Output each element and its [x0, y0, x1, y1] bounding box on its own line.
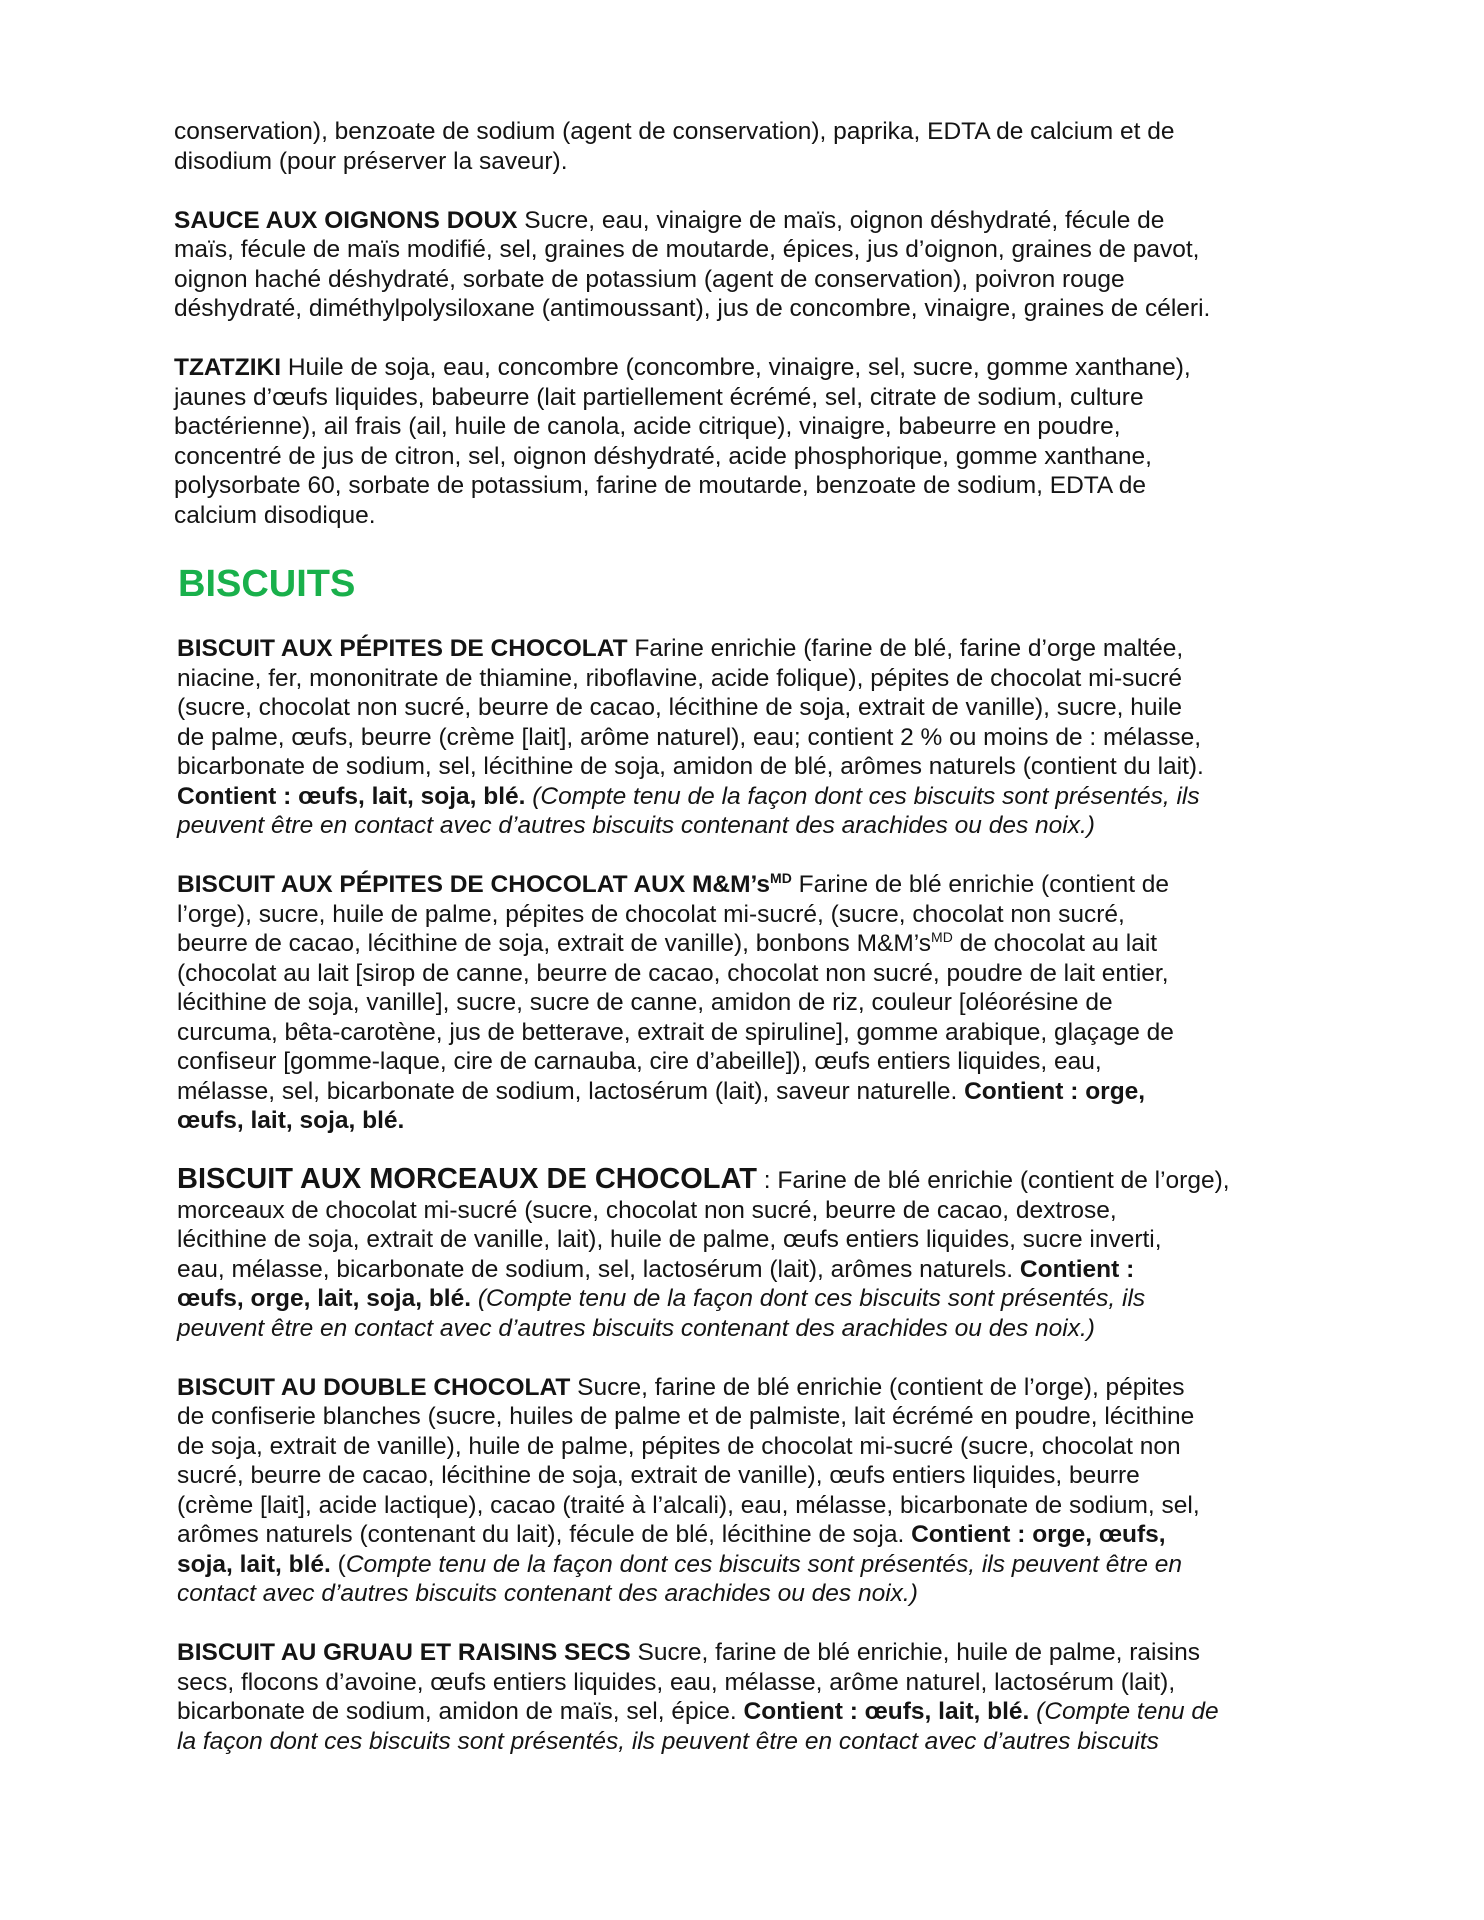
biscuit-pepites-chocolat — [177, 634, 1334, 841]
biscuit-morceaux-chocolat — [177, 1165, 1334, 1343]
cross-contact-note: (Compte tenu de la façon dont ces biscuits sont présentés, ils peuvent être en contact avec d’autres biscuits — [177, 1698, 1219, 1755]
product-name: BISCUIT AUX PÉPITES DE CHOCOLAT — [177, 635, 628, 662]
section-heading-biscuits: BISCUITS — [178, 563, 356, 605]
allergen-statement: Contient : œufs, lait, blé. — [743, 1698, 1030, 1725]
cross-contact-note: (Compte tenu de la façon dont ces biscuits sont présentés, ils peuvent être en contact avec d’autres biscuits contenant des arachides ou des noix.) — [177, 1285, 1146, 1342]
allergen-statement: Contient : œufs, lait, soja, blé. — [177, 782, 526, 810]
product-name: BISCUIT AU DOUBLE CHOCOLAT — [177, 1373, 571, 1401]
document-page — [174, 117, 1334, 1786]
product-name: BISCUIT AU GRUAU ET RAISINS SECS — [177, 1639, 631, 1666]
continued-text: conservation), benzoate de sodium (agent de conservation), paprika, EDTA de calcium et de disodium (pour préserver la saveur). — [174, 118, 1175, 175]
sauce-tzatziki — [174, 353, 1334, 530]
product-name: TZATZIKI — [174, 354, 282, 381]
allergen-statement: Contient : œufs, orge, lait, soja, blé. — [177, 1255, 1135, 1312]
open-paren: ( — [330, 1550, 346, 1578]
product-name: BISCUIT AUX PÉPITES DE CHOCOLAT AUX M&M’s — [177, 871, 771, 898]
biscuit-mm — [177, 870, 1334, 1136]
trademark-mark: MD — [931, 929, 953, 945]
product-name: BISCUIT AUX MORCEAUX DE CHOCOLAT — [177, 1163, 757, 1195]
ingredients-text: de chocolat au lait (chocolat au lait [sirop de canne, beurre de cacao, chocolat non sucré, poudre de lait entier, lécithine de soja, vanille], sucre, sucre de canne, amidon de riz, couleur [oléorésine de curcuma, bêta-carotène, jus de betterave, extrait de spiruline], gomme arabique, glaçage de confiseur [gomme-laque, cire de carnauba, cire d’abeille]), œufs entiers liquides, eau, mélasse, sel, bicarbonate de sodium, lactosérum (lait), saveur naturelle. — [177, 930, 1174, 1105]
trademark-mark: MD — [770, 870, 792, 886]
ingredients-text: Sucre, farine de blé enrichie (contient de l’orge), pépites de confiserie blanches (sucre, huiles de palme et de palmiste, lait écrémé en poudre, lécithine de soja, extrait de vanille), huile de palme, pépites de chocolat mi-sucré (sucre, chocolat non sucré, beurre de cacao, lécithine de soja, extrait de vanille), œufs entiers liquides, beurre (crème [lait], acide lactique), cacao (traité à l’alcali), eau, mélasse, bicarbonate de sodium, sel, arômes naturels (contenant du lait), fécule de blé, lécithine de soja. — [177, 1373, 1200, 1548]
ingredients-text: Farine enrichie (farine de blé, farine d’orge maltée, niacine, fer, mononitrate de thiamine, riboflavine, acide folique), pépites de chocolat mi-sucré (sucre, chocolat non sucré, beurre de cacao, lécithine de soja, extrait de vanille), sucre, huile de palme, œufs, beurre (crème [lait], arôme naturel), eau; contient 2 % ou moins de : mélasse, bicarbonate de sodium, sel, lécithine de soja, amidon de blé, arômes naturels (contient du lait). — [177, 635, 1204, 780]
ingredients-text: : Farine de blé enrichie (contient de l’orge), morceaux de chocolat mi-sucré (sucre, chocolat non sucré, beurre de cacao, dextrose, lécithine de soja, extrait de vanille, lait), huile de palme, œufs entiers liquides, sucre inverti, eau, mélasse, bicarbonate de sodium, sel, lactosérum (lait), arômes naturels. — [177, 1167, 1230, 1283]
ingredients-text: Sucre, farine de blé enrichie, huile de palme, raisins secs, flocons d’avoine, œufs entiers liquides, eau, mélasse, arôme naturel, lactosérum (lait), bicarbonate de sodium, amidon de maïs, sel, épice. — [177, 1639, 1201, 1725]
ingredients-text: Sucre, eau, vinaigre de maïs, oignon déshydraté, fécule de maïs, fécule de maïs modifié, sel, graines de moutarde, épices, jus d’oignon, graines de pavot, oignon haché déshydraté, sorbate de potassium (agent de conservation), poivron rouge déshydraté, diméthylpolysiloxane (antimoussant), jus de concombre, vinaigre, graines de céleri. — [174, 206, 1211, 322]
continued-paragraph — [174, 117, 1334, 176]
allergen-statement: Contient : orge, œufs, lait, soja, blé. — [177, 1077, 1146, 1134]
ingredients-text: Farine de blé enrichie (contient de l’orge), sucre, huile de palme, pépites de chocolat mi-sucré, (sucre, chocolat non sucré, beurre de cacao, lécithine de soja, extrait de vanille), bonbons M&M’s — [177, 871, 1170, 957]
ingredients-text: Huile de soja, eau, concombre (concombre, vinaigre, sel, sucre, gomme xanthane), jaunes d’œufs liquides, babeurre (lait partiellement écrémé, sel, citrate de sodium, culture bactérienne), ail frais (ail, huile de canola, acide citrique), vinaigre, babeurre en poudre, concentré de jus de citron, sel, oignon déshydraté, acide phosphorique, gomme xanthane, polysorbate 60, sorbate de potassium, farine de moutarde, benzoate de sodium, EDTA de calcium disodique. — [174, 354, 1191, 529]
cross-contact-note: (Compte tenu de la façon dont ces biscuits sont présentés, ils peuvent être en contact avec d’autres biscuits contenant des arachides ou des noix.) — [177, 782, 1200, 839]
biscuit-gruau-raisins — [177, 1638, 1334, 1756]
sauce-oignons-doux — [174, 206, 1334, 324]
cross-contact-note: Compte tenu de la façon dont ces biscuits sont présentés, ils peuvent être en contact avec d’autres biscuits contenant des arachides ou des noix.) — [177, 1550, 1183, 1607]
biscuit-double-chocolat — [177, 1373, 1334, 1609]
allergen-statement: Contient : orge, œufs, soja, lait, blé. — [177, 1521, 1166, 1578]
product-name: SAUCE AUX OIGNONS DOUX — [174, 206, 518, 234]
